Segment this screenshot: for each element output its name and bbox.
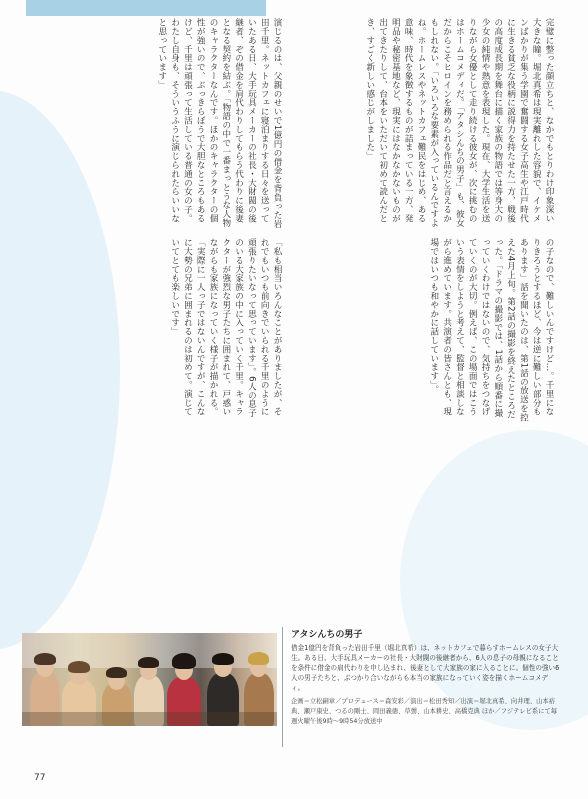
article-block-upper-left: 演じるのは、父親のせいで1億円の借金を背負った岩田千里。ネットカフェに寝泊まりする日々を送っていたある日、大手玩具メーカーの社長・大財閥の後継者、ぞの借金を肩代わりしてもらう代わりに後妻となる契約を結ぶ。「物語の中で一番まっとうな人物のキャラクターなんです。ほかのキャラクターの個性が強いので、ぶっきらぼうで大胆なところもあるけど、千里は頑張って生活している普通の女の子。わたし自身も、そういうふうに演じられたらいいなと思っています」 xyxy=(156,18,282,229)
top-accent-bar xyxy=(26,0,266,16)
cast-photo xyxy=(22,633,277,726)
program-info-box xyxy=(282,627,560,747)
page-number: 77 xyxy=(34,773,46,783)
article-body xyxy=(30,18,555,423)
program-credits: 企画＝立松嗣章／プロデュース＝森安彩／演出＝松田秀知／出演＝堀北真希、向井理、山本裕典、瀬戸康史、つるの剛士、岡田義徳、草彅、山本耕史、高橋克典 ほか／フジテレビ系にて毎週火曜午後9時〜9時54分放送中 xyxy=(291,698,558,725)
program-synopsis: 借金1億円を背負った岩田千里（堀北真希）は、ネットカフェで暮らすホームレスの女子大生。ある日、大手玩具メーカーの社長・大財閥の後継者から、6人の息子の母親になることを条件に借金の肩代わりを申し込まれ、後妻として大家族の家に入ることに。個性の強い6人の男子たちと、ぶつかり合いながらも本当の家族になっていく姿を描くホームコメディ。 xyxy=(291,644,560,692)
article-block-lower-right: の子なので、難しいんですけど…。千里になりきろうとするほど、今は逆に難しい部分もあります」話を聞いたのは、第1話の放送を控えた4月上旬。第2話の撮影を終えたところだった。「ドラマの撮影では、1話から順番に撮っていくわけではないので、気持ちをつなげていくのが大切。例えば、この場面ではこういう表情をしようと考えて、監督と相談しながら進めています。共演者の皆さんとも、現場ではいつも和やかに話しています」。 xyxy=(428,238,554,422)
article-block-lower-left: 「私も相当いろんなことがありましたが、それでもいつも前向きでいられる千里のように頑張りたいなって思っています」。6人の息子のいる大家族の中に入っていく千里。キャラクターが強烈な男子たちに囲まれて、戸惑いながらも家族になっていく様子が描かれる。「実際に一人っ子ではないんですが、こんなに大勢の兄弟に囲まれるのは初めて。演じていてとても楽しいです」 xyxy=(169,238,282,418)
article-block-upper-right: 完璧に整った顔立ちと、なかでもとりわけ印象深い大きな瞳。堀北真希は現実離れした容貌で、イケメンばかりが集う学園で奮闘する女子高生や江戸時代に生きる貧乏な役柄に説得力を持たせた一方、戦後の高度成長期を舞台に描く家族の物語では等身大の少女の純情や熱意を表現した。現在、大学生活を送りながら女優として走り続ける彼女が、次に挑むのはホームコメディだ。「アタシんちの男子」も、彼女だからこそヒロインを務められる作品だと言えるかもしれない。「いろいろな要素が入っているんですよね。ホームレスやネットカフェ難民をはじめ、ある意味、時代を象徴するものが詰まっている一方、発明品や秘密基地など、現実にはなかなかないものが出てきたりして、台本をいただいて初めて読んだとき、すごく新しい感じがしました」 xyxy=(364,18,554,228)
program-title: アタシんちの男子 xyxy=(291,630,363,640)
